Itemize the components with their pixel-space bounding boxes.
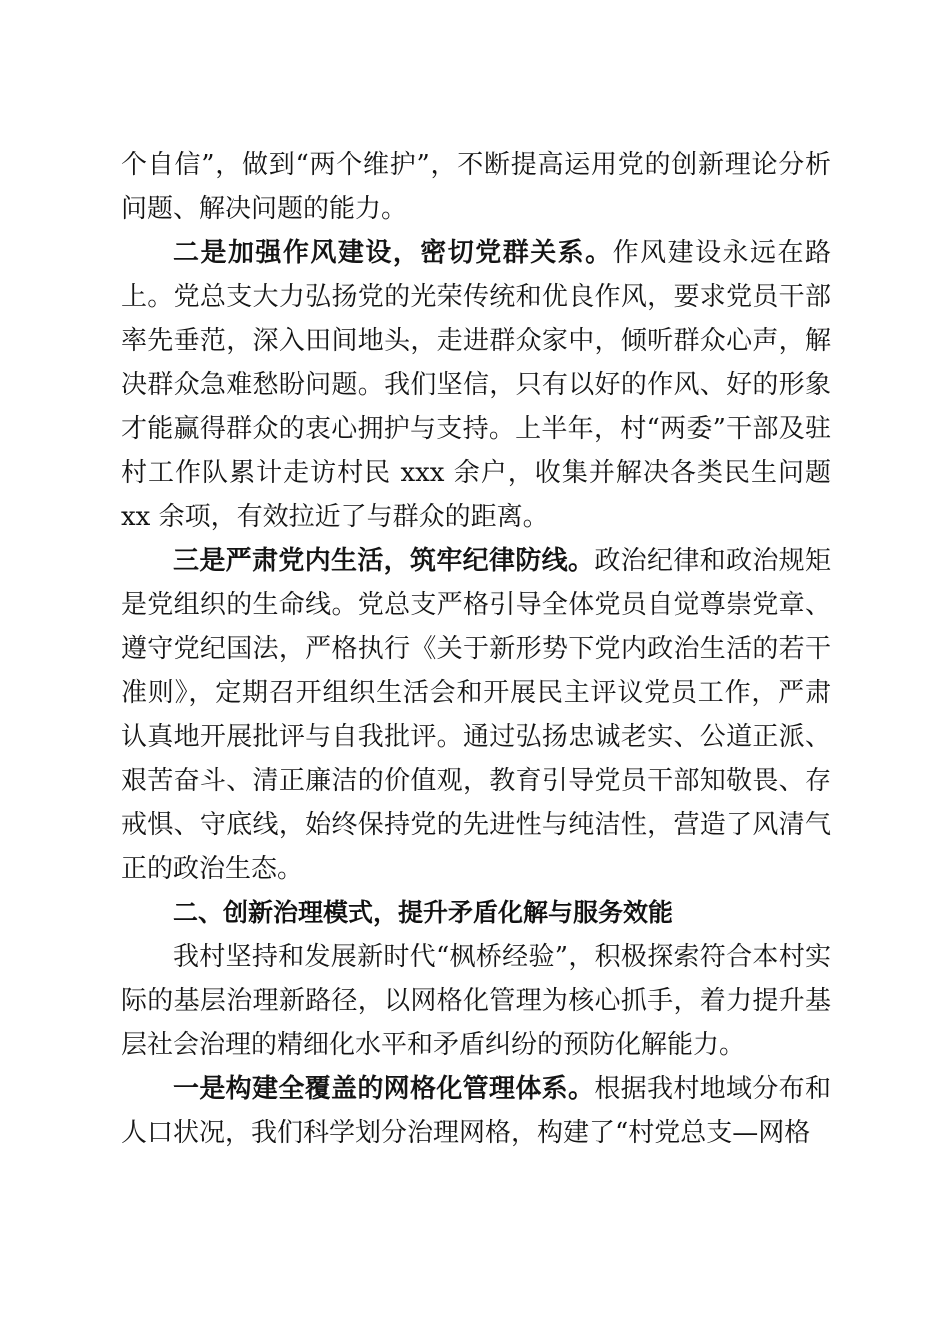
paragraph-continuation <box>121 143 831 231</box>
paragraph-lead: 三是严肃党内生活，筑牢纪律防线。 <box>173 546 595 576</box>
paragraph-grid-management <box>121 1067 831 1155</box>
paragraph-text: 根据我村地域分布和人口状况，我们科学划分治理网格，构建了“村党总支—网格 <box>121 1074 831 1148</box>
paragraph-party-life <box>121 539 831 891</box>
paragraph-text: 个自信”，做到“两个维护”，不断提高运用党的创新理论分析问题、解决问题的能力。 <box>121 150 831 224</box>
paragraph-style-building <box>121 231 831 539</box>
paragraph-governance-intro <box>121 935 831 1067</box>
paragraph-text: 政治纪律和政治规矩是党组织的生命线。党总支严格引导全体党员自觉尊崇党章、遵守党纪国法，严格执行《关于新形势下党内政治生活的若干准则》，定期召开组织生活会和开展民主评议党员工作，严肃认真地开展批评与自我批评。通过弘扬忠诚老实、公道正派、艰苦奋斗、清正廉洁的价值观，教育引导党员干部知敬畏、存戒惧、守底线，始终保持党的先进性与纯洁性，营造了风清气正的政治生态。 <box>121 546 831 884</box>
document-body <box>121 143 831 1155</box>
paragraph-text: 作风建设永远在路上。党总支大力弘扬党的光荣传统和优良作风，要求党员干部率先垂范，深入田间地头，走进群众家中，倾听群众心声，解决群众急难愁盼问题。我们坚信，只有以好的作风、好的形象才能赢得群众的衷心拥护与支持。上半年，村“两委”干部及驻村工作队累计走访村民 xxx 余户，收集并解决各类民生问题 xx 余项，有效拉近了与群众的距离。 <box>121 238 831 532</box>
paragraph-lead: 二是加强作风建设，密切党群关系。 <box>173 238 613 268</box>
section-heading: 二、创新治理模式，提升矛盾化解与服务效能 <box>173 898 674 927</box>
paragraph-lead: 一是构建全覆盖的网格化管理体系。 <box>173 1074 595 1104</box>
paragraph-text: 我村坚持和发展新时代“枫桥经验”，积极探索符合本村实际的基层治理新路径，以网格化管理为核心抓手，着力提升基层社会治理的精细化水平和矛盾纠纷的预防化解能力。 <box>121 942 831 1060</box>
